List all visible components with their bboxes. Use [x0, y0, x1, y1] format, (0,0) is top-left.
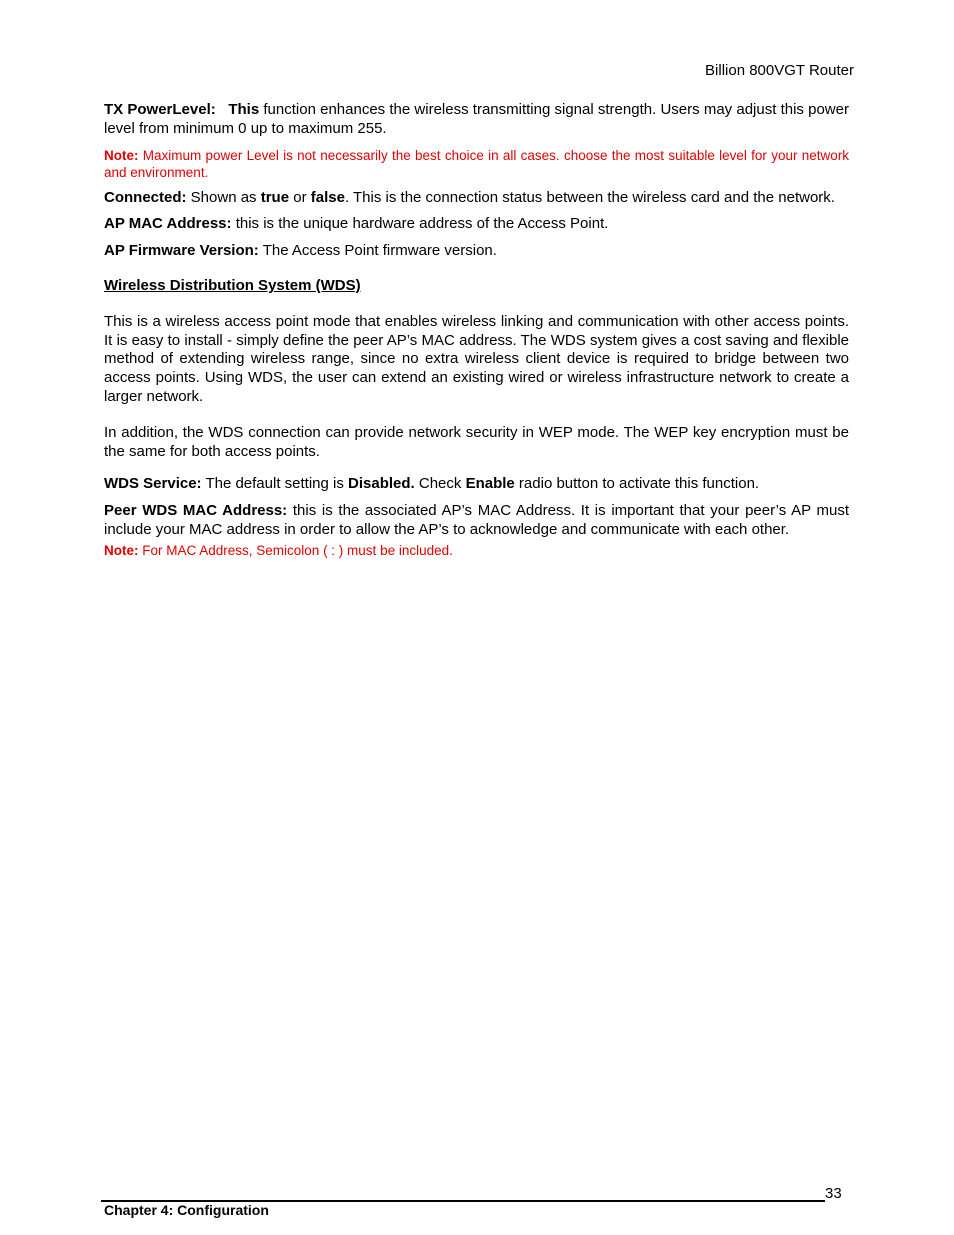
note-text: Maximum power Level is not necessarily the best choice in all cases. choose the most suitable level for your network and environment. [104, 147, 849, 180]
wds-section-title: Wireless Distribution System (WDS) [104, 276, 361, 294]
wds-security-paragraph: In addition, the WDS connection can provide network security in WEP mode. The WEP key encryption must be the same for both access points. [104, 423, 849, 460]
note-text: For MAC Address, Semicolon ( : ) must be included. [138, 542, 453, 558]
ap-firmware-paragraph [104, 242, 849, 261]
note-power-level [104, 147, 849, 181]
connected-paragraph [104, 189, 849, 208]
ap-firmware-text: The Access Point firmware version. [258, 242, 497, 260]
wds-service-enable-word: Enable [465, 475, 515, 493]
wds-service-text-pre: The default setting is [201, 475, 349, 493]
connected-true-word: true [260, 188, 290, 206]
wds-service-paragraph [104, 475, 849, 494]
running-header: Billion 800VGT Router [705, 62, 854, 79]
tx-powerlevel-lead: This [228, 101, 260, 118]
wds-service-term: WDS Service: [104, 475, 202, 493]
tx-powerlevel-term: TX PowerLevel: [104, 101, 216, 118]
connected-false-word: false [310, 188, 345, 206]
ap-firmware-term: AP Firmware Version: [104, 242, 259, 260]
peer-wds-text: this is the associated AP’s MAC Address. It is important that your peer’s AP must include your MAC address in order to allow the AP’s to acknowledge and communicate with each other. [104, 502, 849, 538]
peer-wds-term: Peer WDS MAC Address: [104, 502, 288, 520]
page-number: 33 [825, 1185, 842, 1202]
ap-mac-paragraph [104, 215, 849, 234]
connected-text-post: . This is the connection status between the wireless card and the network. [344, 188, 835, 206]
wds-service-disabled-word: Disabled. [348, 475, 415, 493]
note-label: Note: [104, 542, 139, 558]
wds-service-text-mid: Check [414, 475, 466, 493]
note-label: Note: [104, 147, 139, 163]
wds-intro-paragraph: This is a wireless access point mode that enables wireless linking and communication with other access points. It is easy to install - simply define the peer AP’s MAC address. The WDS system gives a cost saving and flexible method of extending wireless range, since no extra wireless client device is required to bridge between two access points. Using WDS, the user can extend an existing wired or wireless infrastructure network to create a larger network. [104, 312, 849, 405]
peer-wds-paragraph [104, 502, 849, 540]
connected-text-mid: or [289, 188, 311, 206]
connected-term: Connected: [104, 188, 187, 206]
connected-text-pre: Shown as [186, 188, 261, 206]
wds-service-text-post: radio button to activate this function. [514, 475, 760, 493]
tx-powerlevel-text: function enhances the wireless transmitting signal strength. Users may adjust this power level from minimum 0 up to maximum 255. [104, 101, 849, 137]
tx-powerlevel-paragraph [104, 101, 849, 139]
chapter-footer: Chapter 4: Configuration [104, 1202, 269, 1218]
ap-mac-text: this is the unique hardware address of the Access Point. [231, 215, 609, 233]
note-mac-address [104, 542, 849, 559]
page-content [104, 101, 849, 567]
ap-mac-term: AP MAC Address: [104, 215, 232, 233]
